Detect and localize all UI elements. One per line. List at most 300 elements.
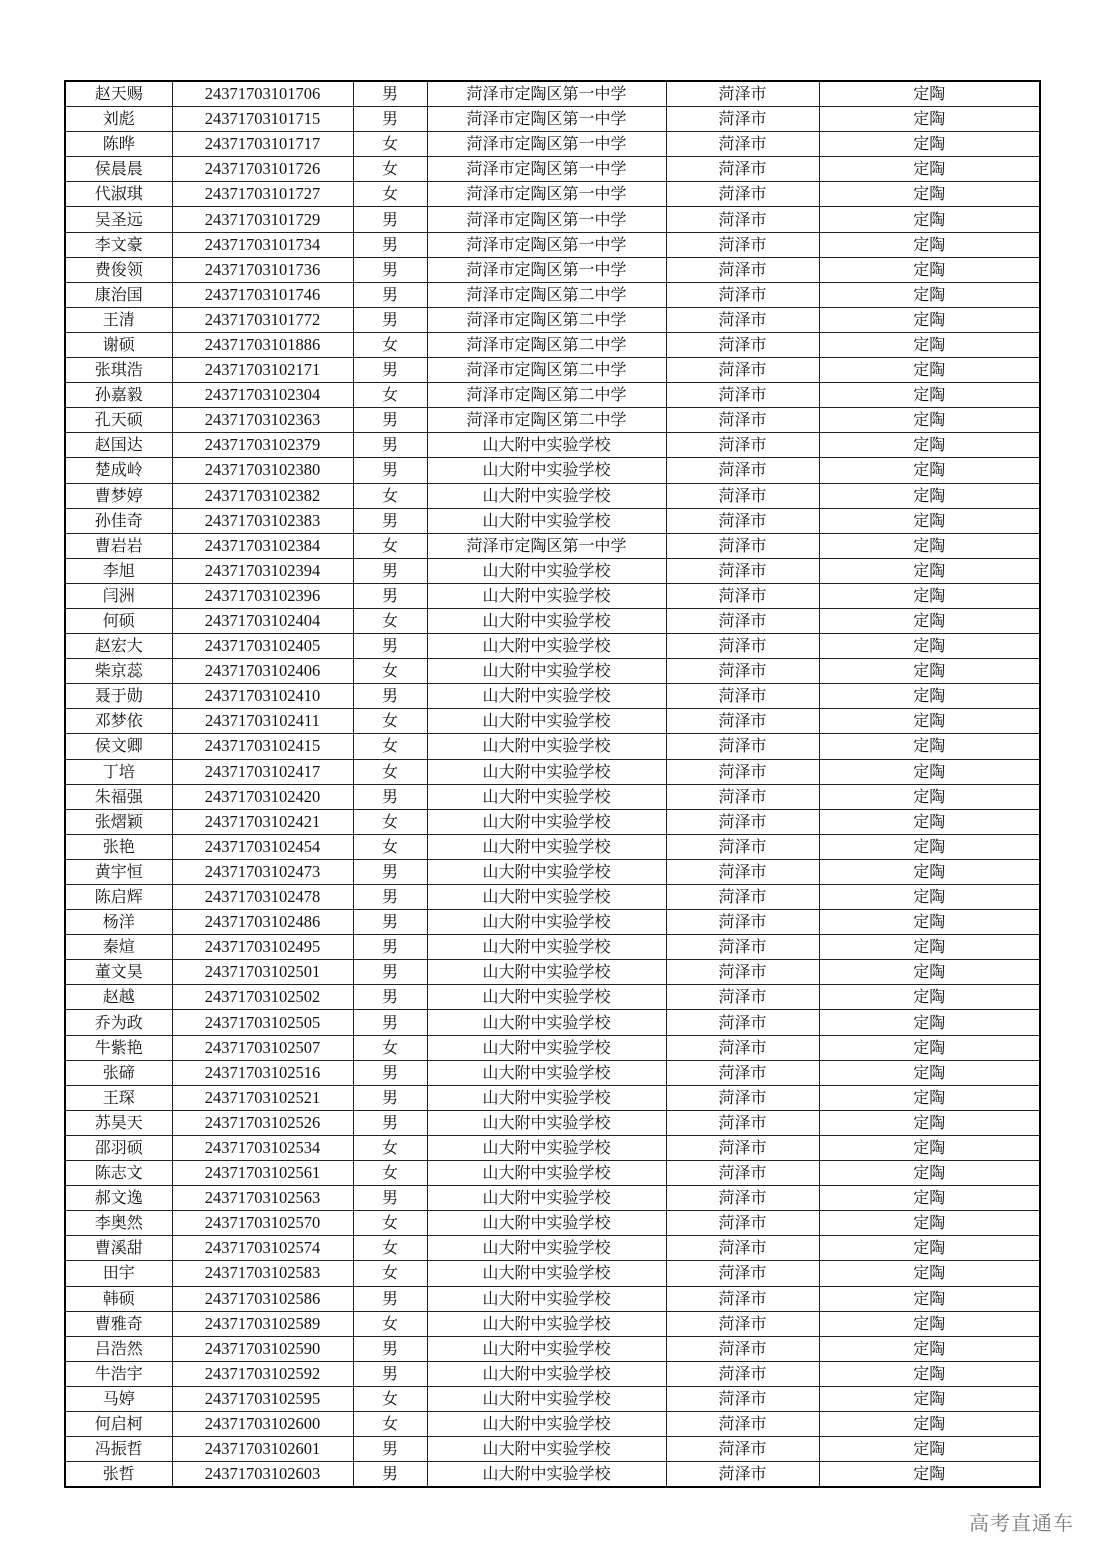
school-name-cell: 山大附中实验学校 (427, 1286, 666, 1311)
table-row (65, 684, 1040, 709)
student-name-cell: 谢硕 (65, 332, 172, 357)
table-row (65, 935, 1040, 960)
school-name-cell: 山大附中实验学校 (427, 935, 666, 960)
district-cell: 定陶 (819, 1110, 1040, 1135)
city-cell: 菏泽市 (666, 910, 819, 935)
table-row (65, 634, 1040, 659)
school-name-cell: 山大附中实验学校 (427, 834, 666, 859)
district-cell: 定陶 (819, 1060, 1040, 1085)
city-cell: 菏泽市 (666, 634, 819, 659)
student-name-cell: 张熠颖 (65, 809, 172, 834)
gender-cell: 女 (353, 834, 427, 859)
city-cell: 菏泽市 (666, 985, 819, 1010)
city-cell: 菏泽市 (666, 1085, 819, 1110)
table-row (65, 709, 1040, 734)
district-cell: 定陶 (819, 1386, 1040, 1411)
gender-cell: 男 (353, 207, 427, 232)
school-name-cell: 山大附中实验学校 (427, 985, 666, 1010)
city-cell: 菏泽市 (666, 935, 819, 960)
city-cell: 菏泽市 (666, 433, 819, 458)
table-row (65, 533, 1040, 558)
school-name-cell: 菏泽市定陶区第二中学 (427, 383, 666, 408)
city-cell: 菏泽市 (666, 1261, 819, 1286)
exam-number-cell: 24371703102404 (172, 608, 353, 633)
city-cell: 菏泽市 (666, 81, 819, 107)
student-name-cell: 刘彪 (65, 107, 172, 132)
table-row (65, 1010, 1040, 1035)
school-name-cell: 山大附中实验学校 (427, 1462, 666, 1488)
city-cell: 菏泽市 (666, 257, 819, 282)
district-cell: 定陶 (819, 1437, 1040, 1462)
school-name-cell: 山大附中实验学校 (427, 433, 666, 458)
student-name-cell: 柴京蕊 (65, 659, 172, 684)
table-row (65, 1411, 1040, 1436)
exam-number-cell: 24371703102406 (172, 659, 353, 684)
city-cell: 菏泽市 (666, 182, 819, 207)
city-cell: 菏泽市 (666, 282, 819, 307)
table-row (65, 458, 1040, 483)
city-cell: 菏泽市 (666, 1161, 819, 1186)
district-cell: 定陶 (819, 207, 1040, 232)
table-row (65, 483, 1040, 508)
city-cell: 菏泽市 (666, 483, 819, 508)
school-name-cell: 山大附中实验学校 (427, 684, 666, 709)
school-name-cell: 山大附中实验学校 (427, 1437, 666, 1462)
city-cell: 菏泽市 (666, 383, 819, 408)
exam-number-cell: 24371703101886 (172, 332, 353, 357)
district-cell: 定陶 (819, 458, 1040, 483)
gender-cell: 男 (353, 1361, 427, 1386)
district-cell: 定陶 (819, 1286, 1040, 1311)
table-row (65, 1386, 1040, 1411)
district-cell: 定陶 (819, 508, 1040, 533)
exam-number-cell: 24371703102589 (172, 1311, 353, 1336)
city-cell: 菏泽市 (666, 709, 819, 734)
table-row (65, 107, 1040, 132)
district-cell: 定陶 (819, 257, 1040, 282)
city-cell: 菏泽市 (666, 508, 819, 533)
exam-number-cell: 24371703102171 (172, 358, 353, 383)
table-row (65, 834, 1040, 859)
student-name-cell: 丁培 (65, 759, 172, 784)
city-cell: 菏泽市 (666, 1135, 819, 1160)
exam-number-cell: 24371703102534 (172, 1135, 353, 1160)
city-cell: 菏泽市 (666, 1311, 819, 1336)
school-name-cell: 山大附中实验学校 (427, 1060, 666, 1085)
district-cell: 定陶 (819, 859, 1040, 884)
district-cell: 定陶 (819, 960, 1040, 985)
city-cell: 菏泽市 (666, 533, 819, 558)
city-cell: 菏泽市 (666, 1386, 819, 1411)
table-row (65, 182, 1040, 207)
gender-cell: 女 (353, 1261, 427, 1286)
city-cell: 菏泽市 (666, 960, 819, 985)
table-row (65, 734, 1040, 759)
gender-cell: 男 (353, 282, 427, 307)
student-name-cell: 李旭 (65, 558, 172, 583)
school-name-cell: 山大附中实验学校 (427, 1311, 666, 1336)
table-row (65, 659, 1040, 684)
district-cell: 定陶 (819, 282, 1040, 307)
school-name-cell: 山大附中实验学校 (427, 1336, 666, 1361)
district-cell: 定陶 (819, 1462, 1040, 1488)
student-name-cell: 王清 (65, 307, 172, 332)
district-cell: 定陶 (819, 885, 1040, 910)
school-name-cell: 菏泽市定陶区第二中学 (427, 332, 666, 357)
table-row (65, 207, 1040, 232)
exam-number-cell: 24371703102590 (172, 1336, 353, 1361)
school-name-cell: 菏泽市定陶区第一中学 (427, 81, 666, 107)
gender-cell: 男 (353, 583, 427, 608)
student-name-cell: 马婷 (65, 1386, 172, 1411)
exam-number-cell: 24371703101715 (172, 107, 353, 132)
exam-number-cell: 24371703102415 (172, 734, 353, 759)
table-row (65, 408, 1040, 433)
table-row (65, 1035, 1040, 1060)
student-name-cell: 杨洋 (65, 910, 172, 935)
gender-cell: 女 (353, 1135, 427, 1160)
city-cell: 菏泽市 (666, 1060, 819, 1085)
exam-number-cell: 24371703102454 (172, 834, 353, 859)
table-row (65, 759, 1040, 784)
table-row (65, 1286, 1040, 1311)
table-row (65, 232, 1040, 257)
city-cell: 菏泽市 (666, 558, 819, 583)
school-name-cell: 山大附中实验学校 (427, 508, 666, 533)
exam-number-cell: 24371703102384 (172, 533, 353, 558)
student-name-cell: 韩硕 (65, 1286, 172, 1311)
district-cell: 定陶 (819, 81, 1040, 107)
city-cell: 菏泽市 (666, 784, 819, 809)
student-name-cell: 聂于勋 (65, 684, 172, 709)
student-name-cell: 曹雅奇 (65, 1311, 172, 1336)
school-name-cell: 山大附中实验学校 (427, 659, 666, 684)
city-cell: 菏泽市 (666, 1110, 819, 1135)
student-name-cell: 楚成岭 (65, 458, 172, 483)
table-row (65, 784, 1040, 809)
school-name-cell: 山大附中实验学校 (427, 859, 666, 884)
city-cell: 菏泽市 (666, 332, 819, 357)
city-cell: 菏泽市 (666, 132, 819, 157)
school-name-cell: 山大附中实验学校 (427, 1236, 666, 1261)
city-cell: 菏泽市 (666, 583, 819, 608)
gender-cell: 女 (353, 1386, 427, 1411)
exam-number-cell: 24371703101746 (172, 282, 353, 307)
table-row (65, 1437, 1040, 1462)
exam-number-cell: 24371703102495 (172, 935, 353, 960)
table-row (65, 1462, 1040, 1488)
school-name-cell: 山大附中实验学校 (427, 809, 666, 834)
school-name-cell: 山大附中实验学校 (427, 1211, 666, 1236)
district-cell: 定陶 (819, 1085, 1040, 1110)
gender-cell: 男 (353, 1186, 427, 1211)
exam-number-cell: 24371703102603 (172, 1462, 353, 1488)
gender-cell: 女 (353, 132, 427, 157)
exam-number-cell: 24371703101736 (172, 257, 353, 282)
city-cell: 菏泽市 (666, 1010, 819, 1035)
student-name-cell: 赵国达 (65, 433, 172, 458)
exam-number-cell: 24371703101734 (172, 232, 353, 257)
district-cell: 定陶 (819, 985, 1040, 1010)
table-row (65, 1236, 1040, 1261)
city-cell: 菏泽市 (666, 1462, 819, 1488)
city-cell: 菏泽市 (666, 1411, 819, 1436)
city-cell: 菏泽市 (666, 207, 819, 232)
student-name-cell: 田宇 (65, 1261, 172, 1286)
gender-cell: 男 (353, 960, 427, 985)
table-row (65, 1261, 1040, 1286)
student-name-cell: 费俊领 (65, 257, 172, 282)
exam-number-cell: 24371703102383 (172, 508, 353, 533)
school-name-cell: 山大附中实验学校 (427, 960, 666, 985)
table-row (65, 1135, 1040, 1160)
city-cell: 菏泽市 (666, 358, 819, 383)
school-name-cell: 山大附中实验学校 (427, 1411, 666, 1436)
district-cell: 定陶 (819, 408, 1040, 433)
student-name-cell: 康治国 (65, 282, 172, 307)
student-name-cell: 代淑琪 (65, 182, 172, 207)
district-cell: 定陶 (819, 709, 1040, 734)
exam-number-cell: 24371703102420 (172, 784, 353, 809)
district-cell: 定陶 (819, 684, 1040, 709)
school-name-cell: 菏泽市定陶区第二中学 (427, 408, 666, 433)
district-cell: 定陶 (819, 1261, 1040, 1286)
student-name-cell: 孙佳奇 (65, 508, 172, 533)
exam-number-cell: 24371703102502 (172, 985, 353, 1010)
student-roster-table (64, 80, 1041, 1488)
district-cell: 定陶 (819, 358, 1040, 383)
table-row (65, 282, 1040, 307)
school-name-cell: 菏泽市定陶区第二中学 (427, 307, 666, 332)
city-cell: 菏泽市 (666, 458, 819, 483)
school-name-cell: 菏泽市定陶区第一中学 (427, 157, 666, 182)
gender-cell: 女 (353, 1035, 427, 1060)
table-row (65, 383, 1040, 408)
city-cell: 菏泽市 (666, 809, 819, 834)
school-name-cell: 山大附中实验学校 (427, 910, 666, 935)
student-name-cell: 何硕 (65, 608, 172, 633)
gender-cell: 女 (353, 383, 427, 408)
school-name-cell: 菏泽市定陶区第二中学 (427, 282, 666, 307)
gender-cell: 男 (353, 859, 427, 884)
student-name-cell: 董文昊 (65, 960, 172, 985)
student-name-cell: 邵羽硕 (65, 1135, 172, 1160)
school-name-cell: 山大附中实验学校 (427, 483, 666, 508)
exam-number-cell: 24371703102521 (172, 1085, 353, 1110)
school-name-cell: 菏泽市定陶区第一中学 (427, 132, 666, 157)
district-cell: 定陶 (819, 307, 1040, 332)
school-name-cell: 山大附中实验学校 (427, 784, 666, 809)
district-cell: 定陶 (819, 232, 1040, 257)
school-name-cell: 菏泽市定陶区第一中学 (427, 533, 666, 558)
district-cell: 定陶 (819, 1211, 1040, 1236)
student-name-cell: 吕浩然 (65, 1336, 172, 1361)
student-name-cell: 牛浩宇 (65, 1361, 172, 1386)
exam-number-cell: 24371703102505 (172, 1010, 353, 1035)
city-cell: 菏泽市 (666, 734, 819, 759)
table-row (65, 809, 1040, 834)
school-name-cell: 菏泽市定陶区第一中学 (427, 232, 666, 257)
exam-number-cell: 24371703102380 (172, 458, 353, 483)
exam-number-cell: 24371703102379 (172, 433, 353, 458)
district-cell: 定陶 (819, 383, 1040, 408)
table-row (65, 859, 1040, 884)
table-row (65, 910, 1040, 935)
district-cell: 定陶 (819, 332, 1040, 357)
exam-number-cell: 24371703102583 (172, 1261, 353, 1286)
exam-number-cell: 24371703101706 (172, 81, 353, 107)
gender-cell: 男 (353, 985, 427, 1010)
school-name-cell: 山大附中实验学校 (427, 734, 666, 759)
exam-number-cell: 24371703102601 (172, 1437, 353, 1462)
gender-cell: 男 (353, 1010, 427, 1035)
student-name-cell: 张琪浩 (65, 358, 172, 383)
gender-cell: 男 (353, 433, 427, 458)
district-cell: 定陶 (819, 1236, 1040, 1261)
school-name-cell: 菏泽市定陶区第二中学 (427, 358, 666, 383)
gender-cell: 男 (353, 1060, 427, 1085)
gender-cell: 男 (353, 1085, 427, 1110)
gender-cell: 男 (353, 232, 427, 257)
student-name-cell: 乔为政 (65, 1010, 172, 1035)
student-name-cell: 侯文卿 (65, 734, 172, 759)
district-cell: 定陶 (819, 784, 1040, 809)
district-cell: 定陶 (819, 1361, 1040, 1386)
gender-cell: 男 (353, 885, 427, 910)
school-name-cell: 山大附中实验学校 (427, 759, 666, 784)
city-cell: 菏泽市 (666, 684, 819, 709)
student-name-cell: 闫洲 (65, 583, 172, 608)
exam-number-cell: 24371703102592 (172, 1361, 353, 1386)
district-cell: 定陶 (819, 558, 1040, 583)
school-name-cell: 山大附中实验学校 (427, 1361, 666, 1386)
city-cell: 菏泽市 (666, 232, 819, 257)
exam-number-cell: 24371703101726 (172, 157, 353, 182)
gender-cell: 男 (353, 257, 427, 282)
city-cell: 菏泽市 (666, 1286, 819, 1311)
exam-number-cell: 24371703102561 (172, 1161, 353, 1186)
exam-number-cell: 24371703102304 (172, 383, 353, 408)
exam-number-cell: 24371703101717 (172, 132, 353, 157)
table-row (65, 1060, 1040, 1085)
gender-cell: 女 (353, 608, 427, 633)
gender-cell: 女 (353, 182, 427, 207)
student-name-cell: 陈志文 (65, 1161, 172, 1186)
gender-cell: 男 (353, 458, 427, 483)
school-name-cell: 山大附中实验学校 (427, 885, 666, 910)
school-name-cell: 山大附中实验学校 (427, 1135, 666, 1160)
district-cell: 定陶 (819, 1161, 1040, 1186)
table-row (65, 985, 1040, 1010)
school-name-cell: 山大附中实验学校 (427, 1085, 666, 1110)
city-cell: 菏泽市 (666, 1186, 819, 1211)
district-cell: 定陶 (819, 1010, 1040, 1035)
school-name-cell: 山大附中实验学校 (427, 1035, 666, 1060)
table-row (65, 508, 1040, 533)
exam-number-cell: 24371703102410 (172, 684, 353, 709)
table-row (65, 1311, 1040, 1336)
district-cell: 定陶 (819, 182, 1040, 207)
district-cell: 定陶 (819, 1135, 1040, 1160)
student-name-cell: 何启柯 (65, 1411, 172, 1436)
gender-cell: 女 (353, 759, 427, 784)
city-cell: 菏泽市 (666, 1336, 819, 1361)
district-cell: 定陶 (819, 608, 1040, 633)
district-cell: 定陶 (819, 157, 1040, 182)
exam-number-cell: 24371703102486 (172, 910, 353, 935)
gender-cell: 女 (353, 533, 427, 558)
city-cell: 菏泽市 (666, 859, 819, 884)
table-row (65, 1336, 1040, 1361)
exam-number-cell: 24371703102421 (172, 809, 353, 834)
table-row (65, 1211, 1040, 1236)
exam-number-cell: 24371703102586 (172, 1286, 353, 1311)
gender-cell: 男 (353, 935, 427, 960)
exam-number-cell: 24371703102405 (172, 634, 353, 659)
school-name-cell: 山大附中实验学校 (427, 1261, 666, 1286)
student-name-cell: 苏昊天 (65, 1110, 172, 1135)
table-row (65, 307, 1040, 332)
school-name-cell: 山大附中实验学校 (427, 1010, 666, 1035)
gender-cell: 男 (353, 307, 427, 332)
exam-number-cell: 24371703102363 (172, 408, 353, 433)
exam-number-cell: 24371703102516 (172, 1060, 353, 1085)
gender-cell: 男 (353, 107, 427, 132)
student-name-cell: 孙嘉毅 (65, 383, 172, 408)
gender-cell: 男 (353, 784, 427, 809)
school-name-cell: 菏泽市定陶区第一中学 (427, 107, 666, 132)
student-name-cell: 李奥然 (65, 1211, 172, 1236)
exam-number-cell: 24371703102396 (172, 583, 353, 608)
district-cell: 定陶 (819, 1311, 1040, 1336)
district-cell: 定陶 (819, 1035, 1040, 1060)
exam-number-cell: 24371703102600 (172, 1411, 353, 1436)
exam-number-cell: 24371703102563 (172, 1186, 353, 1211)
roster-body (65, 81, 1040, 1487)
exam-number-cell: 24371703102394 (172, 558, 353, 583)
student-name-cell: 张哲 (65, 1462, 172, 1488)
student-name-cell: 黄宇恒 (65, 859, 172, 884)
district-cell: 定陶 (819, 433, 1040, 458)
student-name-cell: 赵越 (65, 985, 172, 1010)
student-name-cell: 王琛 (65, 1085, 172, 1110)
district-cell: 定陶 (819, 1411, 1040, 1436)
gender-cell: 男 (353, 1336, 427, 1361)
city-cell: 菏泽市 (666, 107, 819, 132)
district-cell: 定陶 (819, 659, 1040, 684)
table-row (65, 81, 1040, 107)
gender-cell: 男 (353, 508, 427, 533)
gender-cell: 女 (353, 734, 427, 759)
city-cell: 菏泽市 (666, 885, 819, 910)
student-name-cell: 陈启辉 (65, 885, 172, 910)
gender-cell: 女 (353, 1161, 427, 1186)
gender-cell: 女 (353, 809, 427, 834)
district-cell: 定陶 (819, 1336, 1040, 1361)
school-name-cell: 山大附中实验学校 (427, 608, 666, 633)
student-name-cell: 吴圣远 (65, 207, 172, 232)
student-name-cell: 曹梦婷 (65, 483, 172, 508)
district-cell: 定陶 (819, 483, 1040, 508)
gender-cell: 女 (353, 1211, 427, 1236)
gender-cell: 男 (353, 1286, 427, 1311)
gender-cell: 男 (353, 558, 427, 583)
gender-cell: 女 (353, 483, 427, 508)
exam-number-cell: 24371703102574 (172, 1236, 353, 1261)
school-name-cell: 山大附中实验学校 (427, 1161, 666, 1186)
city-cell: 菏泽市 (666, 1236, 819, 1261)
district-cell: 定陶 (819, 634, 1040, 659)
